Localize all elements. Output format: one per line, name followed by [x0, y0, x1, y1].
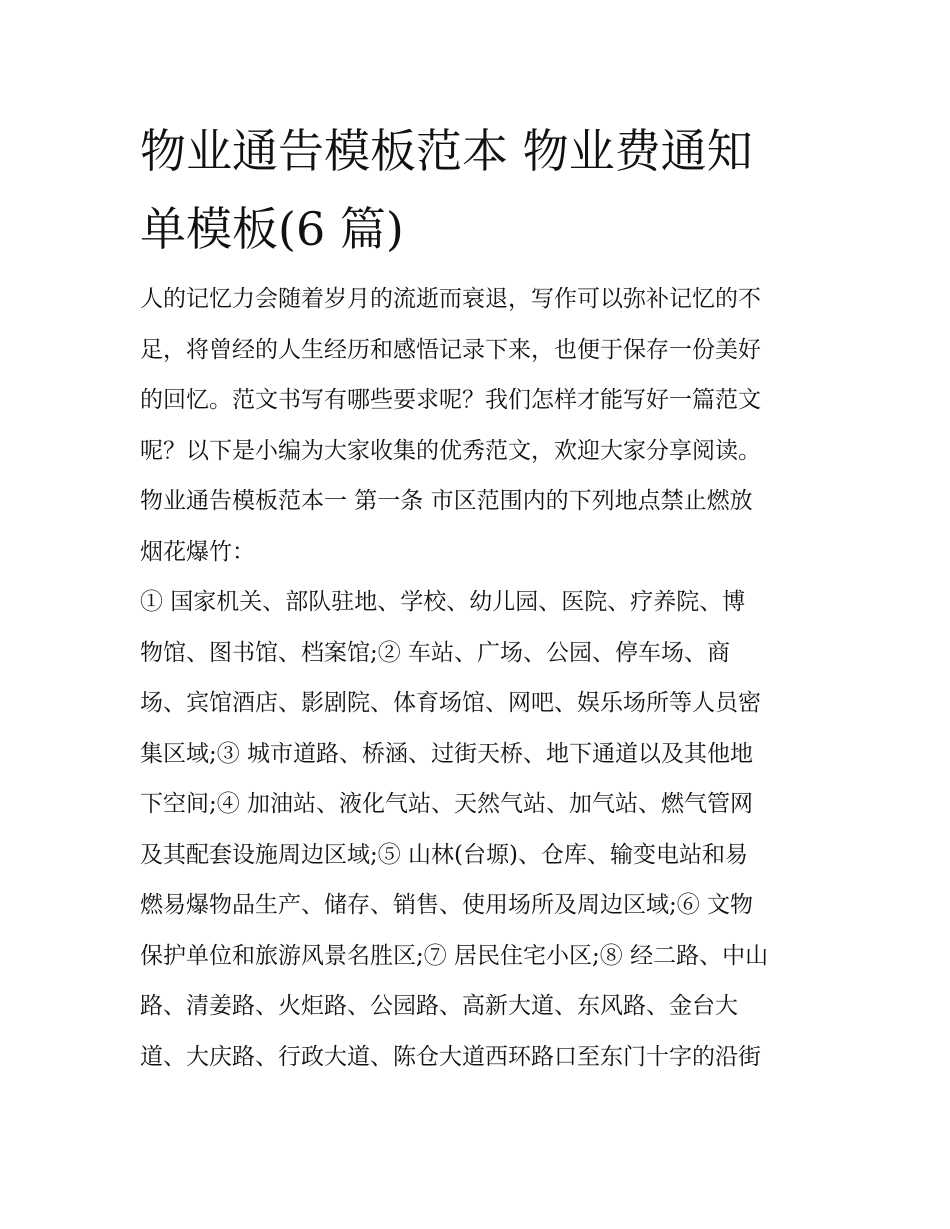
title-line-2: 单模板(6 篇) [140, 202, 404, 256]
body-line: 及其配套设施周边区域;⑤ 山林(台塬)、仓库、输变电站和易 [140, 841, 749, 868]
body-line: 集区域;③ 城市道路、桥涵、过街天桥、地下通道以及其他地 [140, 740, 754, 767]
body-line: 的回忆。范文书写有哪些要求呢？我们怎样才能写好一篇范文 [140, 387, 761, 413]
body-line: 人的记忆力会随着岁月的流逝而衰退，写作可以弥补记忆的不 [140, 286, 761, 312]
body-line: 保护单位和旅游风景名胜区;⑦ 居民住宅小区;⑧ 经二路、中山 [140, 942, 769, 969]
body-line: 下空间;④ 加油站、液化气站、天然气站、加气站、燃气管网 [140, 791, 754, 817]
body-line: 足，将曾经的人生经历和感悟记录下来，也便于保存一份美好 [140, 336, 761, 363]
body-line: 燃易爆物品生产、储存、销售、使用场所及周边区域;⑥ 文物 [140, 892, 754, 918]
document-body [140, 274, 830, 1082]
body-line: 呢？以下是小编为大家收集的优秀范文，欢迎大家分享阅读。 [140, 437, 761, 464]
body-line: 路、清姜路、火炬路、公园路、高新大道、东风路、金台大 [140, 993, 738, 1019]
body-line: 场、宾馆酒店、影剧院、体育场馆、网吧、娱乐场所等人员密 [140, 690, 761, 716]
body-line: 物馆、图书馆、档案馆;② 车站、广场、公园、停车场、商 [140, 639, 731, 666]
document-title [140, 112, 820, 268]
title-line-1: 物业通告模板范本 物业费通知 [140, 124, 753, 178]
body-line: 物业通告模板范本一 第一条 市区范围内的下列地点禁止燃放 [140, 488, 753, 514]
body-line: 道、大庆路、行政大道、陈仓大道西环路口至东门十字的沿街 [140, 1043, 761, 1070]
body-line: 烟花爆竹： [140, 538, 255, 565]
body-line: ① 国家机关、部队驻地、学校、幼儿园、医院、疗养院、博 [140, 589, 746, 615]
